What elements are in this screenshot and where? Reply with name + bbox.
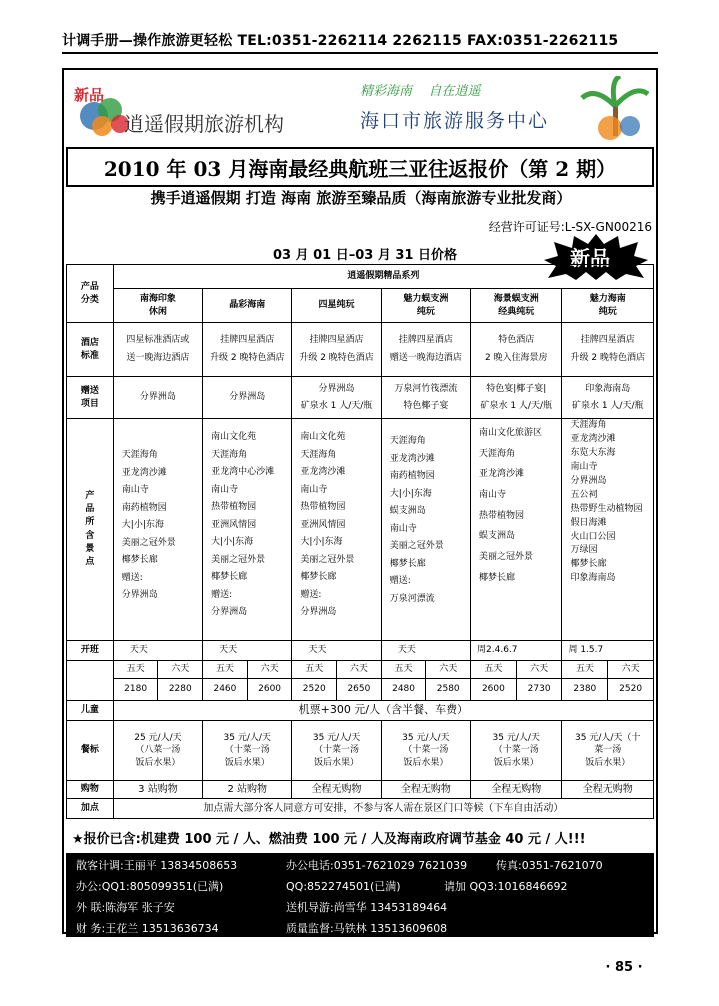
shopping-cell: 3 站购物 bbox=[113, 781, 202, 799]
sights-label: 产 品 所 含 景 点 bbox=[67, 419, 114, 641]
title-box bbox=[66, 147, 654, 187]
shopping-cell: 全程无购物 bbox=[381, 781, 470, 799]
day-type: 六天 bbox=[516, 661, 562, 679]
extra-note: 加点需大部分客人同意方可安排，不参与客人需在景区门口等候（下车自由活动） bbox=[113, 799, 653, 819]
license-number: 经营许可证号:L-SX-GN00216 bbox=[488, 220, 652, 234]
price-cell: 2520 bbox=[608, 679, 654, 701]
subtitle: 携手逍遥假期 打造 海南 旅游至臻品质（海南旅游专业批发商） bbox=[150, 189, 572, 207]
palm-tree-icon bbox=[580, 76, 650, 142]
day-type: 五天 bbox=[562, 661, 608, 679]
price-table bbox=[66, 264, 654, 819]
price-cell: 2600 bbox=[471, 679, 517, 701]
departure-row bbox=[67, 641, 654, 661]
contact-text: 质量监督:马铁林 13513609608 bbox=[286, 922, 448, 935]
page-title: 2010 年 03 月海南最经典航班三亚往返报价（第 2 期） bbox=[103, 157, 617, 181]
contact-text: 传真:0351-7621070 bbox=[496, 859, 603, 872]
product-name: 魅力蜈支洲 纯玩 bbox=[381, 289, 470, 323]
slogan: 精彩海南 自在逍遥 bbox=[360, 84, 481, 99]
hotel-row bbox=[67, 323, 654, 377]
gift-cell: 印象海南岛 矿泉水 1 人/天/瓶 bbox=[562, 377, 654, 419]
contact-text: QQ:852274501(已满) bbox=[286, 880, 401, 893]
shopping-cell: 2 站购物 bbox=[203, 781, 292, 799]
logo-left bbox=[72, 80, 302, 140]
price-cell: 2280 bbox=[158, 679, 203, 701]
day-type: 五天 bbox=[113, 661, 158, 679]
sights-cell: 南山文化旅游区 天涯海角 亚龙湾沙滩 南山寺 热带植物园 蜈支洲岛 美丽之冠外景 椰梦长廊 bbox=[471, 419, 562, 641]
header-contact-line: 计调手册—操作旅游更轻松 TEL:0351-2262114 2262115 FAX:0351-2262115 bbox=[62, 33, 619, 49]
price-label-blank bbox=[67, 661, 114, 701]
contact-text: 办公电话:0351-7621029 7621039 bbox=[286, 859, 468, 872]
day-type: 六天 bbox=[426, 661, 471, 679]
contact-text: 送机导游:尚雪华 13453189464 bbox=[286, 901, 448, 914]
gift-cell: 分界洲岛 矿泉水 1 人/天/瓶 bbox=[292, 377, 381, 419]
product-name: 四星纯玩 bbox=[292, 289, 381, 323]
day-type: 五天 bbox=[203, 661, 248, 679]
gift-row bbox=[67, 377, 654, 419]
price-cell: 2480 bbox=[381, 679, 426, 701]
gift-cell: 分界洲岛 bbox=[113, 377, 202, 419]
day-type: 五天 bbox=[292, 661, 337, 679]
day-type: 六天 bbox=[337, 661, 382, 679]
meal-row bbox=[67, 721, 654, 781]
hotel-cell: 挂牌四星酒店 赠送一晚海边酒店 bbox=[381, 323, 470, 377]
hotel-cell: 挂牌四星酒店 升级 2 晚特色酒店 bbox=[203, 323, 292, 377]
product-name: 魅力海南 纯玩 bbox=[562, 289, 654, 323]
gift-cell: 万泉河竹筏漂流 特色椰子宴 bbox=[381, 377, 470, 419]
day-type: 五天 bbox=[471, 661, 517, 679]
price-cell: 2650 bbox=[337, 679, 382, 701]
price-cell: 2580 bbox=[426, 679, 471, 701]
shopping-cell: 全程无购物 bbox=[562, 781, 654, 799]
meal-label: 餐标 bbox=[67, 721, 114, 781]
gift-cell: 分界洲岛 bbox=[203, 377, 292, 419]
contact-text: 办公:QQ1:805099351(已满) bbox=[76, 880, 224, 893]
fee-note: ★报价已含:机建费 100 元 / 人、燃油费 100 元 / 人及海南政府调节基金 40 元 / 人!!! bbox=[72, 832, 586, 847]
day-type-row bbox=[67, 661, 654, 679]
extra-label: 加点 bbox=[67, 799, 114, 819]
departure-cell: 周 1.5.7 bbox=[562, 641, 654, 661]
shopping-label: 购物 bbox=[67, 781, 114, 799]
meal-cell: 35 元/人/天（十 菜一汤 饭后水果） bbox=[562, 721, 654, 781]
sights-cell: 南山文化苑 天涯海角 亚龙湾沙滩 南山寺 热带植物园 亚洲风情园 大|小|东海 美丽之冠外景 椰梦长廊 赠送: 分界洲岛 bbox=[292, 419, 381, 641]
price-cell: 2600 bbox=[247, 679, 292, 701]
departure-cell: 天天 bbox=[203, 641, 292, 661]
shopping-cell: 全程无购物 bbox=[292, 781, 381, 799]
contact-text: 财 务:王花兰 13513636734 bbox=[76, 922, 219, 935]
new-product-badge: 新品 bbox=[74, 86, 105, 104]
header-divider bbox=[62, 52, 658, 54]
contact-panel bbox=[66, 853, 654, 937]
hotel-label: 酒店 标准 bbox=[67, 323, 114, 377]
series-title: 逍遥假期精品系列 bbox=[113, 265, 653, 289]
sights-row bbox=[67, 419, 654, 641]
product-name: 南海印象 休闲 bbox=[113, 289, 202, 323]
price-cell: 2380 bbox=[562, 679, 608, 701]
contact-text: 散客计调:王丽平 13834508653 bbox=[76, 859, 238, 872]
departure-cell: 天天 bbox=[381, 641, 470, 661]
price-cell: 2730 bbox=[516, 679, 562, 701]
hotel-cell: 特色酒店 2 晚入住海景房 bbox=[471, 323, 562, 377]
price-cell: 2460 bbox=[203, 679, 248, 701]
contact-text: 外 联:陈海军 张子安 bbox=[76, 901, 175, 914]
day-type: 六天 bbox=[247, 661, 292, 679]
extra-row bbox=[67, 799, 654, 819]
day-type: 六天 bbox=[608, 661, 654, 679]
child-price: 机票+300 元/人（含半餐、车费） bbox=[113, 701, 653, 721]
price-row bbox=[67, 679, 654, 701]
new-badge-label: 新品 bbox=[570, 246, 610, 270]
day-type: 五天 bbox=[381, 661, 426, 679]
gift-label: 赠送 项目 bbox=[67, 377, 114, 419]
shopping-row bbox=[67, 781, 654, 799]
departure-cell: 天天 bbox=[113, 641, 202, 661]
contact-text: 请加 QQ3:1016846692 bbox=[444, 880, 568, 893]
brand-name: 逍遥假期旅游机构 bbox=[124, 112, 284, 136]
product-name: 海景蜈支洲 经典纯玩 bbox=[471, 289, 562, 323]
hotel-cell: 挂牌四星酒店 升级 2 晚特色酒店 bbox=[292, 323, 381, 377]
hotel-cell: 挂牌四星酒店 升级 2 晚特色酒店 bbox=[562, 323, 654, 377]
meal-cell: 25 元/人/天 （八菜一汤 饭后水果） bbox=[113, 721, 202, 781]
org-name: 海口市旅游服务中心 bbox=[360, 110, 550, 132]
price-date-range: 03 月 01 日–03 月 31 日价格 bbox=[272, 248, 458, 263]
departure-cell: 天天 bbox=[292, 641, 381, 661]
day-type: 六天 bbox=[158, 661, 203, 679]
hotel-cell: 四星标准酒店或 送一晚海边酒店 bbox=[113, 323, 202, 377]
sights-cell: 天涯海角 亚龙湾沙滩 南药植物园 大|小|东海 蜈支洲岛 南山寺 美丽之冠外景 椰梦长廊 赠送: 万泉河漂流 bbox=[381, 419, 470, 641]
price-cell: 2520 bbox=[292, 679, 337, 701]
product-name: 晶彩海南 bbox=[203, 289, 292, 323]
logo-right bbox=[330, 76, 650, 142]
departure-cell: 周2.4.6.7 bbox=[471, 641, 562, 661]
shopping-cell: 全程无购物 bbox=[471, 781, 562, 799]
meal-cell: 35 元/人/天 （十菜一汤 饭后水果） bbox=[381, 721, 470, 781]
meal-cell: 35 元/人/天 （十菜一汤 饭后水果） bbox=[203, 721, 292, 781]
sights-cell: 天涯海角 亚龙湾沙滩 南山寺 南药植物园 大|小|东海 美丽之冠外景 椰梦长廊 赠送: 分界洲岛 bbox=[113, 419, 202, 641]
page-number: · 85 · bbox=[605, 960, 643, 975]
meal-cell: 35 元/人/天 （十菜一汤 饭后水果） bbox=[471, 721, 562, 781]
child-row bbox=[67, 701, 654, 721]
child-label: 儿童 bbox=[67, 701, 114, 721]
price-cell: 2180 bbox=[113, 679, 158, 701]
product-row bbox=[67, 289, 654, 323]
meal-cell: 35 元/人/天 （十菜一汤 饭后水果） bbox=[292, 721, 381, 781]
departure-label: 开班 bbox=[67, 641, 114, 661]
gift-cell: 特色宴|椰子宴| 矿泉水 1 人/天/瓶 bbox=[471, 377, 562, 419]
sights-cell: 南山文化苑 天涯海角 亚龙湾中心沙滩 南山寺 热带植物园 亚洲风情园 大|小|东海 美丽之冠外景 椰梦长廊 赠送: 分界洲岛 bbox=[203, 419, 292, 641]
sights-cell: 天涯海角 亚龙湾沙滩 东览大东海 南山寺 分界洲岛 五公祠 热带野生动植物园 假日海滩 火山口公园 万绿园 椰梦长廊 印象海南岛 bbox=[562, 419, 654, 641]
category-label: 产品 分类 bbox=[67, 265, 114, 323]
